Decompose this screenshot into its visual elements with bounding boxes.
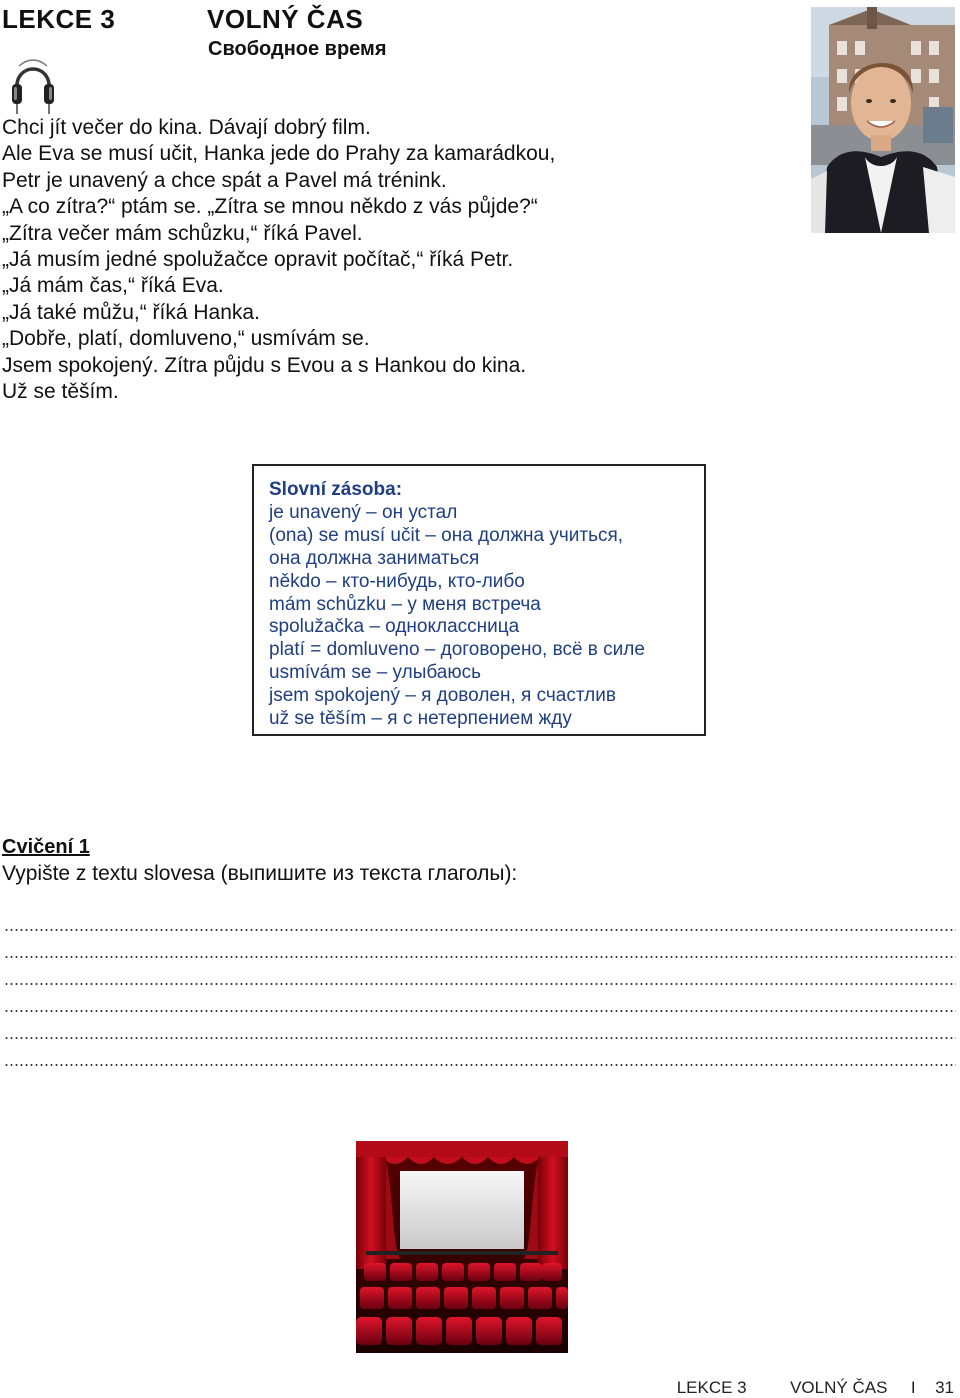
vocabulary-item: spolužačka – одноклассница bbox=[269, 616, 520, 638]
answer-line[interactable] bbox=[4, 929, 956, 931]
page-number: 31 bbox=[935, 1378, 954, 1397]
lesson-label: LEKCE 3 bbox=[2, 4, 116, 34]
story-line: Jsem spokojený. Zítra půjdu s Evou a s Hankou do kina. bbox=[2, 353, 527, 377]
story-line: „Dobře, platí, domluveno,“ usmívám se. bbox=[2, 327, 370, 351]
exercise-instruction: Vypište z textu slovesa (выпишите из текста глаголы): bbox=[2, 862, 518, 885]
story-line: Petr je unavený a chce spát a Pavel má trénink. bbox=[2, 168, 447, 192]
vocabulary-item: je unavený – он устал bbox=[269, 501, 458, 523]
vocabulary-item: mám schůzku – у меня встреча bbox=[269, 593, 541, 615]
answer-line[interactable] bbox=[4, 1010, 956, 1012]
exercise-title: Cvičení 1 bbox=[2, 836, 90, 858]
answer-line[interactable] bbox=[4, 983, 956, 985]
page-title: VOLNÝ ČAS bbox=[207, 4, 364, 34]
vocabulary-title: Slovní zásoba: bbox=[269, 479, 403, 500]
page-subtitle: Свободное время bbox=[208, 38, 387, 60]
answer-line[interactable] bbox=[4, 1064, 956, 1066]
story-line: „Já také můžu,“ říká Hanka. bbox=[2, 300, 260, 324]
vocabulary-item: она должна заниматься bbox=[269, 547, 480, 569]
vocabulary-item: jsem spokojený – я доволен, я счастлив bbox=[269, 685, 616, 707]
reading-text bbox=[2, 115, 762, 405]
footer-title: VOLNÝ ČAS bbox=[790, 1378, 888, 1397]
answer-line[interactable] bbox=[4, 956, 956, 958]
vocabulary-item: usmívám se – улыбаюсь bbox=[269, 662, 482, 684]
footer-separator: I bbox=[910, 1378, 916, 1397]
story-line: Už se těším. bbox=[2, 380, 119, 404]
vocabulary-item: (ona) se musí učit – она должна учиться, bbox=[269, 524, 624, 546]
cinema-illustration bbox=[356, 1141, 568, 1353]
story-line: „Já mám čas,“ říká Eva. bbox=[2, 274, 224, 298]
story-line: „Zítra večer mám schůzku,“ říká Pavel. bbox=[2, 221, 363, 245]
vocabulary-item: někdo – кто-нибудь, кто-либо bbox=[269, 570, 525, 592]
page-footer bbox=[677, 1378, 954, 1398]
footer-lesson: LEKCE 3 bbox=[676, 1378, 747, 1397]
answer-line[interactable] bbox=[4, 1037, 956, 1039]
story-line: „A co zítra?“ ptám se. „Zítra se mnou někdo z vás půjde?“ bbox=[2, 195, 538, 219]
boy-photo bbox=[811, 7, 955, 233]
story-line: Ale Eva se musí učit, Hanka jede do Prahy za kamarádkou, bbox=[2, 142, 556, 166]
story-line: „Já musím jedné spolužačce opravit počítač,“ říká Petr. bbox=[2, 248, 514, 272]
story-line: Chci jít večer do kina. Dávají dobrý film. bbox=[2, 116, 371, 139]
headphones-icon[interactable] bbox=[8, 50, 58, 116]
vocabulary-box bbox=[252, 464, 706, 736]
vocabulary-item: už se těším – я с нетерпением жду bbox=[269, 708, 572, 730]
vocabulary-item: platí = domluveno – договорено, всё в силе bbox=[269, 639, 645, 661]
